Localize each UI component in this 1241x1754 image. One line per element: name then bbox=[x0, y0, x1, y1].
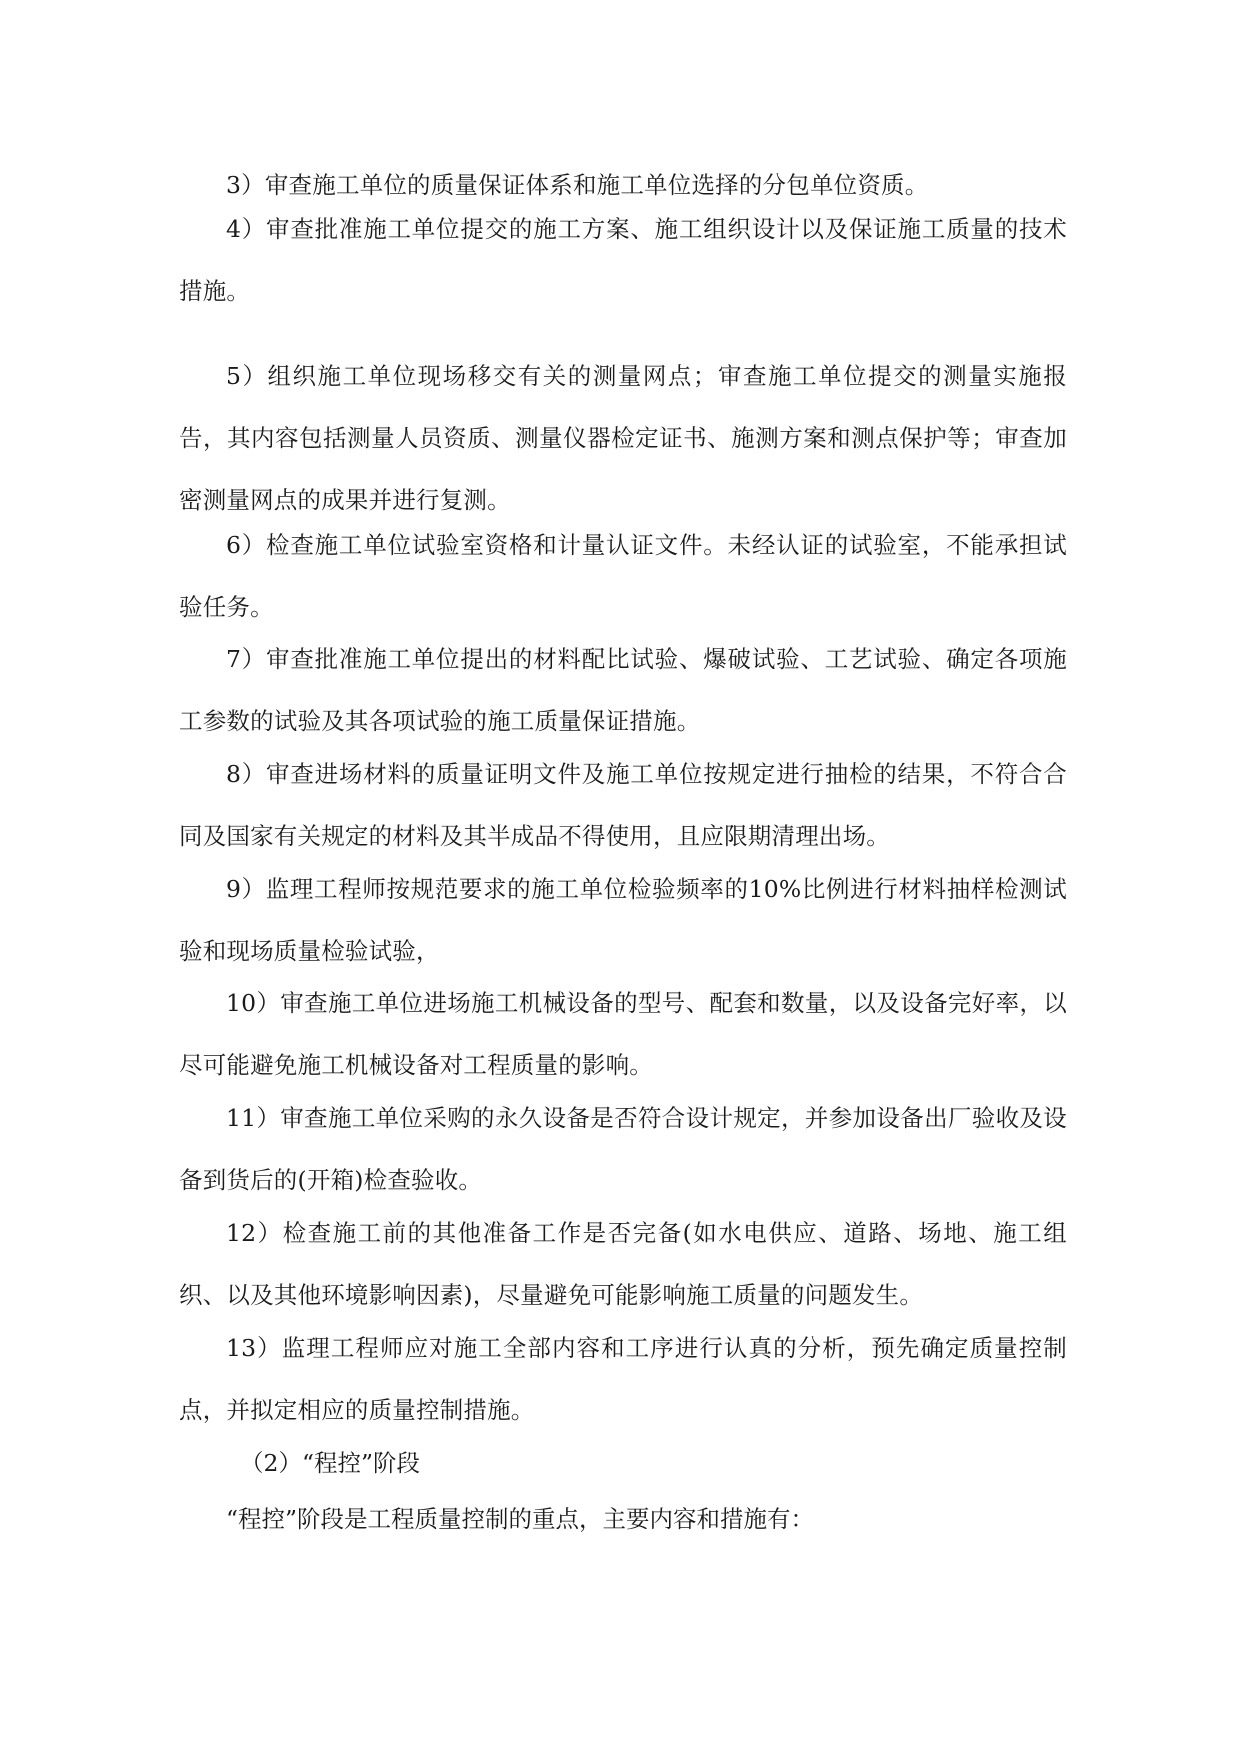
list-item-13: 13）监理工程师应对施工全部内容和工序进行认真的分析，预先确定质量控制点，并拟定相应的质量控制措施。 bbox=[179, 1334, 1067, 1424]
list-item-5: 5）组织施工单位现场移交有关的测量网点；审查施工单位提交的测量实施报告，其内容包括测量人员资质、测量仪器检定证书、施测方案和测点保护等；审查加密测量网点的成果并进行复测。 bbox=[179, 362, 1067, 514]
list-item-8: 8）审查进场材料的质量证明文件及施工单位按规定进行抽检的结果，不符合合同及国家有关规定的材料及其半成品不得使用，且应限期清理出场。 bbox=[179, 760, 1067, 850]
list-item-4: 4）审查批准施工单位提交的施工方案、施工组织设计以及保证施工质量的技术措施。 bbox=[179, 215, 1067, 305]
list-item-3: 3）审查施工单位的质量保证体系和施工单位选择的分包单位资质。 bbox=[226, 171, 929, 199]
list-item-7: 7）审查批准施工单位提出的材料配比试验、爆破试验、工艺试验、确定各项施工参数的试验及其各项试验的施工质量保证措施。 bbox=[179, 645, 1067, 735]
list-item-12: 12）检查施工前的其他准备工作是否完备(如水电供应、道路、场地、施工组织、以及其他环境影响因素)，尽量避免可能影响施工质量的问题发生。 bbox=[179, 1219, 1067, 1309]
section-heading: （2）“程控”阶段 bbox=[240, 1449, 420, 1477]
list-item-10: 10）审查施工单位进场施工机械设备的型号、配套和数量，以及设备完好率，以尽可能避免施工机械设备对工程质量的影响。 bbox=[179, 989, 1067, 1079]
section-lead: “程控”阶段是工程质量控制的重点，主要内容和措施有： bbox=[226, 1505, 815, 1533]
list-item-11: 11）审查施工单位采购的永久设备是否符合设计规定，并参加设备出厂验收及设备到货后的(开箱)检查验收。 bbox=[179, 1104, 1067, 1194]
list-item-6: 6）检查施工单位试验室资格和计量认证文件。未经认证的试验室，不能承担试验任务。 bbox=[179, 531, 1067, 621]
list-item-9: 9）监理工程师按规范要求的施工单位检验频率的10%比例进行材料抽样检测试验和现场质量检验试验， bbox=[179, 875, 1067, 965]
